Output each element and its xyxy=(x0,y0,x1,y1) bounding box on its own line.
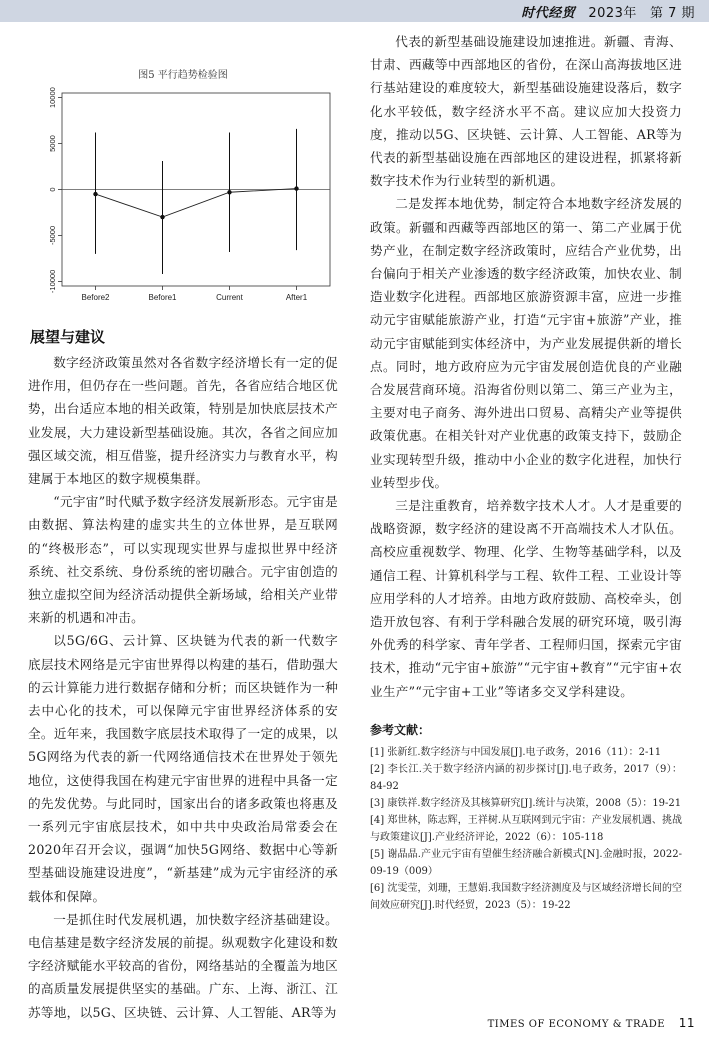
body-paragraph: 数字经济政策虽然对各省数字经济增长有一定的促进作用，但仍存在一些问题。首先，各省应结合地区优势，出台适应本地的相关政策，特别是加快底层技术产业发展，大力建设新型基础设施。其次，各省之间应加强区域交流，相互借鉴，提升经济实力与教育水平，构建属于本地区的数字规模集群。 xyxy=(28,355,338,487)
header-text xyxy=(513,2,695,21)
figure-title: 图5 平行趋势检验图 xyxy=(138,70,228,81)
estimate-point xyxy=(227,190,231,194)
page-number: 11 xyxy=(678,1016,695,1030)
reference-item: [5] 谢晶晶.产业元宇宙有望催生经济融合新模式[N].金融时报，2022-09-19（009） xyxy=(370,848,682,877)
x-tick-label: Before2 xyxy=(81,293,110,302)
journal-brand: 时代经贸 xyxy=(521,6,576,21)
body-paragraph: 三是注重教育，培养数字技术人才。人才是重要的战略资源，数字经济的建设离不开高端技术人才队伍。高校应重视数学、物理、化学、生物等基础学科，以及通信工程、计算机科学与工程、软件工程、工业设计等应用学科的人才培养。由地方政府鼓励、高校牵头，创造开放包容、有利于学科融合发展的研究环境，吸引海外优秀的科学家、青年学者、工程师归国，探索元宇宙技术，推动“元宇宙+旅游”“元宇宙+教育”“元宇宙+农业生产”“元宇宙+工业”等诸多交叉学科建设。 xyxy=(370,498,682,699)
reference-item: [1] 张新红.数字经济与中国发展[J].电子政务，2016（11）：2-11 xyxy=(370,746,662,758)
body-paragraph: 一是抓住时代发展机遇，加快数字经济基础建设。电信基建是数字经济发展的前提。纵观数字化建设和数字经济赋能水平较高的省份，网络基站的全覆盖为地区的高质量发展提供坚实的基础。广东、上海、浙江、江苏等地，以5G、区块链、云计算、人工智能、AR等为 xyxy=(28,911,338,1020)
x-tick-label: After1 xyxy=(285,293,308,302)
body-paragraph: 代表的新型基础设施建设加速推进。新疆、青海、甘肃、西藏等中西部地区的省份，在深山高海拔地区进行基站建设的难度较大，新型基础设施建设落后，数字化水平较低，数字经济水平不高。建议应加大投资力度，推动以5G、区块链、云计算、人工智能、AR等为代表的新型基础设施在西部地区的建设进程，抓紧将新数字技术作为行业转型的新机遇。 xyxy=(370,34,682,189)
body-paragraph: “元宇宙”时代赋予数字经济发展新形态。元宇宙是由数据、算法构建的虚实共生的立体世界，是互联网的“终极形态”，可以实现现实世界与虚拟世界中经济系统、社交系统、身份系统的密切融合。元宇宙创造的独立虚拟空间为经济活动提供全新场域，给相关产业带来新的机遇和冲击。 xyxy=(28,494,338,626)
page-footer xyxy=(488,1016,695,1030)
body-paragraph: 以5G/6G、云计算、区块链为代表的新一代数字底层技术网络是元宇宙世界得以构建的基石，借助强大的云计算能力进行数据存储和分析；而区块链作为一种去中心化的技术，可以保障元宇宙世界经济体系的安全。近年来，我国数字底层技术取得了一定的成果，以5G网络为代表的新一代网络通信技术在世界处于领先地位，这使得我国在构建元宇宙世界的进程中具备一定的先发优势。与此同时，国家出台的诸多政策也将惠及一系列元宇宙底层技术，如中共中央政治局常委会在2020年召开会议，强调“加快5G网络、数据中心等新型基础设施建设进度”，“新基建”成为元宇宙经济的承载体和保障。 xyxy=(28,633,338,904)
y-tick-label: 0 xyxy=(48,187,57,192)
body-paragraph: 二是发挥本地优势，制定符合本地数字经济发展的政策。新疆和西藏等西部地区的第一、第二产业属于优势产业，在制定数字经济政策时，应结合产业优势，出台偏向于相关产业渗透的数字经济政策，加快农业、制造业数字化进程。西部地区旅游资源丰富，应进一步推动元宇宙赋能旅游产业，打造“元宇宙+旅游”产业，推动元宇宙赋能到实体经济中，为产业发展提供新的增长点。同时，地方政府应为元宇宙发展创造优良的产业融合发展营商环境。沿海省份则以第二、第三产业为主，主要对电子商务、海外进出口贸易、高精尖产业等提供政策优惠。在相关针对产业优惠的政策支持下，鼓励企业实现转型升级，推动中小企业的数字化进程，加快行业转型步伐。 xyxy=(370,196,682,490)
left-body-text xyxy=(28,351,338,1024)
y-tick-label: -5000 xyxy=(48,225,57,246)
x-tick-label: Current xyxy=(216,293,243,302)
estimate-point xyxy=(93,192,97,196)
estimate-point xyxy=(294,186,298,190)
header-year: 2023年 xyxy=(588,6,637,21)
parallel-trend-chart xyxy=(28,87,338,312)
reference-item: [3] 康铁祥.数字经济及其核算研究[J].统计与决策，2008（5）：19-21 xyxy=(370,797,682,809)
estimate-point xyxy=(160,215,164,219)
reference-item: [2] 李长江.关于数字经济内涵的初步探讨[J].电子政务，2017（9）：84-92 xyxy=(370,763,682,792)
section-heading: 展望与建议 xyxy=(30,328,106,346)
x-tick-label: Before1 xyxy=(148,293,177,302)
y-tick-label: -10000 xyxy=(48,269,57,294)
right-body-text xyxy=(370,30,682,703)
parallel-trend-figure xyxy=(28,87,338,312)
references-list xyxy=(370,744,682,914)
references-title: 参考文献： xyxy=(370,722,431,737)
left-column xyxy=(28,30,338,1024)
y-tick-label: 5000 xyxy=(48,135,57,152)
page-header-band xyxy=(0,0,709,22)
y-tick-label: 10000 xyxy=(48,87,57,109)
right-column xyxy=(370,30,682,914)
footer-journal-name: TIMES OF ECONOMY & TRADE xyxy=(487,1019,666,1030)
header-issue: 第 7 期 xyxy=(649,6,695,21)
reference-item: [6] 沈雯莹，刘珊，王慧娟.我国数字经济测度及与区域经济增长间的空间效应研究[J].时代经贸，2023（5）：19-22 xyxy=(370,882,682,911)
reference-item: [4] 郑世林，陈志辉，王祥树.从互联网到元宇宙：产业发展机遇、挑战与政策建议[J].产业经济评论，2022（6）：105-118 xyxy=(370,814,682,843)
